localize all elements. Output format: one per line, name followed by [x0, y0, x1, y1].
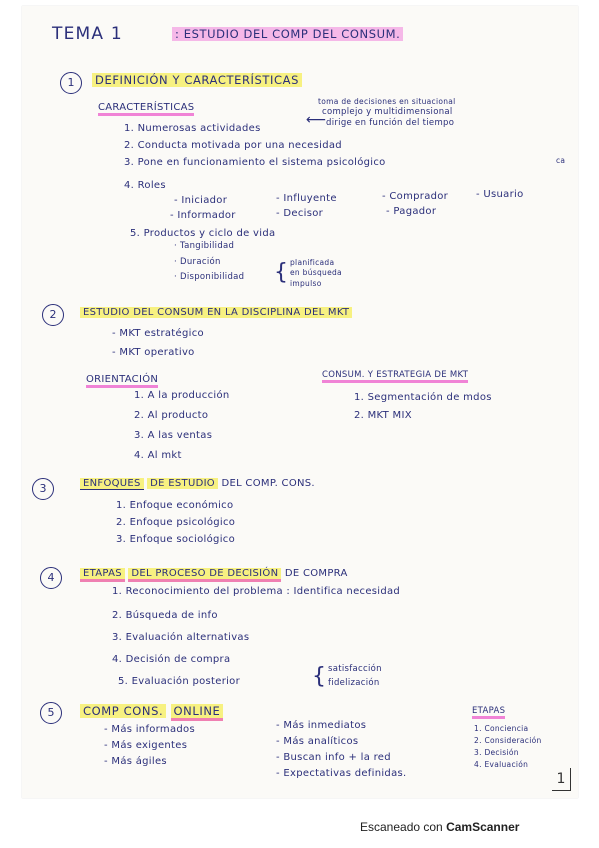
s1-item-2: 2. Conducta motivada por una necesidad [124, 140, 342, 151]
s2-left-item-4: 4. Al mkt [134, 450, 182, 461]
section-1-subheading [98, 102, 194, 113]
role-pagador: - Pagador [386, 206, 437, 217]
s2-left-heading-text: ORIENTACIÓN [86, 374, 158, 388]
section-5-number: 5 [40, 702, 62, 724]
s5-etapas-heading-text: ETAPAS [472, 706, 505, 719]
section-4-number: 4 [40, 567, 62, 589]
s2-left-item-3: 3. A las ventas [134, 430, 213, 441]
s1-item-1-note-c: dirige en función del tiempo [326, 118, 455, 128]
s3-item-1: 1. Enfoque económico [116, 500, 234, 511]
section-4-heading [80, 568, 348, 579]
s1-item-4: 4. Roles [124, 180, 166, 191]
watermark-prefix: Escaneado con [360, 820, 447, 834]
s3-item-3: 3. Enfoque sociológico [116, 534, 235, 545]
s5-etapa-1: 1. Conciencia [474, 724, 529, 733]
section-2-heading-text: ESTUDIO DEL CONSUM EN LA DISCIPLINA DEL MKT [80, 307, 352, 318]
s5-col2-item-3: - Buscan info + la red [276, 752, 391, 763]
s1-item-3: 3. Pone en funcionamiento el sistema psicológico [124, 157, 386, 168]
s2-right-heading-text: CONSUM. Y ESTRATEGIA DE MKT [322, 370, 468, 383]
s5-etapas-heading [472, 706, 505, 716]
scanner-watermark [360, 820, 519, 834]
s5-col1-item-1: - Más informados [104, 724, 195, 735]
role-influyente: - Influyente [276, 193, 337, 204]
s1-note-brace: ⟵ [306, 112, 327, 128]
s1-margin-note: ca [556, 156, 566, 165]
s5-heading-a: COMP CONS. [80, 704, 166, 718]
s2-mkt-operativo: - MKT operativo [112, 347, 195, 358]
section-3-number: 3 [32, 478, 54, 500]
s5-etapa-3: 3. Decisión [474, 748, 519, 757]
s1-product-note-a: planificada [290, 258, 335, 267]
s5-heading-b: ONLINE [171, 704, 224, 721]
s5-col1-item-3: - Más ágiles [104, 756, 167, 767]
s4-item-1: 1. Reconocimiento del problema : Identifica necesidad [112, 586, 401, 597]
s3-heading-c: DEL COMP. CONS. [221, 478, 315, 489]
role-informador: - Informador [170, 210, 236, 221]
s2-left-item-2: 2. Al producto [134, 410, 209, 421]
role-usuario: - Usuario [476, 189, 524, 200]
s4-item-3: 3. Evaluación alternativas [112, 632, 250, 643]
s2-mkt-estrategico: - MKT estratégico [112, 328, 204, 339]
s2-right-heading [322, 370, 468, 380]
s5-etapa-4: 4. Evaluación [474, 760, 529, 769]
section-1-subheading-text: CARACTERÍSTICAS [98, 102, 194, 116]
section-1-number: 1 [60, 72, 82, 94]
s4-item-2: 2. Búsqueda de info [112, 610, 218, 621]
role-decisor: - Decisor [276, 208, 324, 219]
section-5-heading [80, 704, 223, 718]
s1-item-1-note-b: complejo y multidimensional [322, 107, 453, 117]
s2-right-item-1: 1. Segmentación de mdos [354, 392, 492, 403]
s5-etapa-2: 2. Consideración [474, 736, 542, 745]
section-2-heading [80, 307, 352, 318]
s5-col2-item-2: - Más analíticos [276, 736, 359, 747]
s3-heading-a: ENFOQUES [80, 478, 144, 490]
watermark-brand: CamScanner [446, 820, 520, 834]
s2-left-heading [86, 374, 158, 385]
title-rest [172, 27, 403, 41]
s1-item-1-note-a: toma de decisiones en situacional [318, 97, 456, 106]
s4-heading-a: ETAPAS [80, 568, 125, 582]
s4-post-note-b: fidelización [328, 678, 380, 688]
s3-heading-b: DE ESTUDIO [147, 478, 218, 489]
s4-item-4: 4. Decisión de compra [112, 654, 231, 665]
s4-post-brace: { [312, 664, 326, 689]
s4-item-5: 5. Evaluación posterior [118, 676, 241, 687]
page-number: 1 [552, 768, 571, 791]
section-1-heading [92, 73, 302, 87]
title-rest-text: : ESTUDIO DEL COMP DEL CONSUM. [172, 27, 403, 41]
title-tema: TEMA 1 [52, 24, 123, 44]
s1-product-duracion: · Duración [174, 257, 221, 267]
section-1-heading-text: DEFINICIÓN Y CARACTERÍSTICAS [92, 73, 302, 87]
section-2-number: 2 [42, 304, 64, 326]
s5-col2-item-4: - Expectativas definidas. [276, 768, 407, 779]
s1-product-disponibilidad: · Disponibilidad [174, 272, 245, 282]
s5-col2-item-1: - Más inmediatos [276, 720, 367, 731]
s5-col1-item-2: - Más exigentes [104, 740, 188, 751]
s1-product-note-b: en búsqueda [290, 268, 342, 277]
role-comprador: - Comprador [382, 191, 449, 202]
s4-heading-b: DEL PROCESO DE DECISIÓN [128, 568, 281, 582]
s3-item-2: 2. Enfoque psicológico [116, 517, 236, 528]
s1-item-1: 1. Numerosas actividades [124, 123, 261, 134]
section-3-heading [80, 478, 315, 489]
s1-item-5: 5. Productos y ciclo de vida [130, 228, 276, 239]
s1-product-tangibilidad: · Tangibilidad [174, 241, 235, 251]
scanned-page [22, 6, 578, 798]
s1-product-brace: { [274, 260, 288, 285]
s2-left-item-1: 1. A la producción [134, 390, 230, 401]
s2-right-item-2: 2. MKT MIX [354, 410, 412, 421]
s4-post-note-a: satisfacción [328, 664, 382, 674]
s4-heading-c: DE COMPRA [284, 568, 348, 579]
role-iniciador: - Iniciador [174, 195, 228, 206]
s1-product-note-c: impulso [290, 279, 322, 288]
